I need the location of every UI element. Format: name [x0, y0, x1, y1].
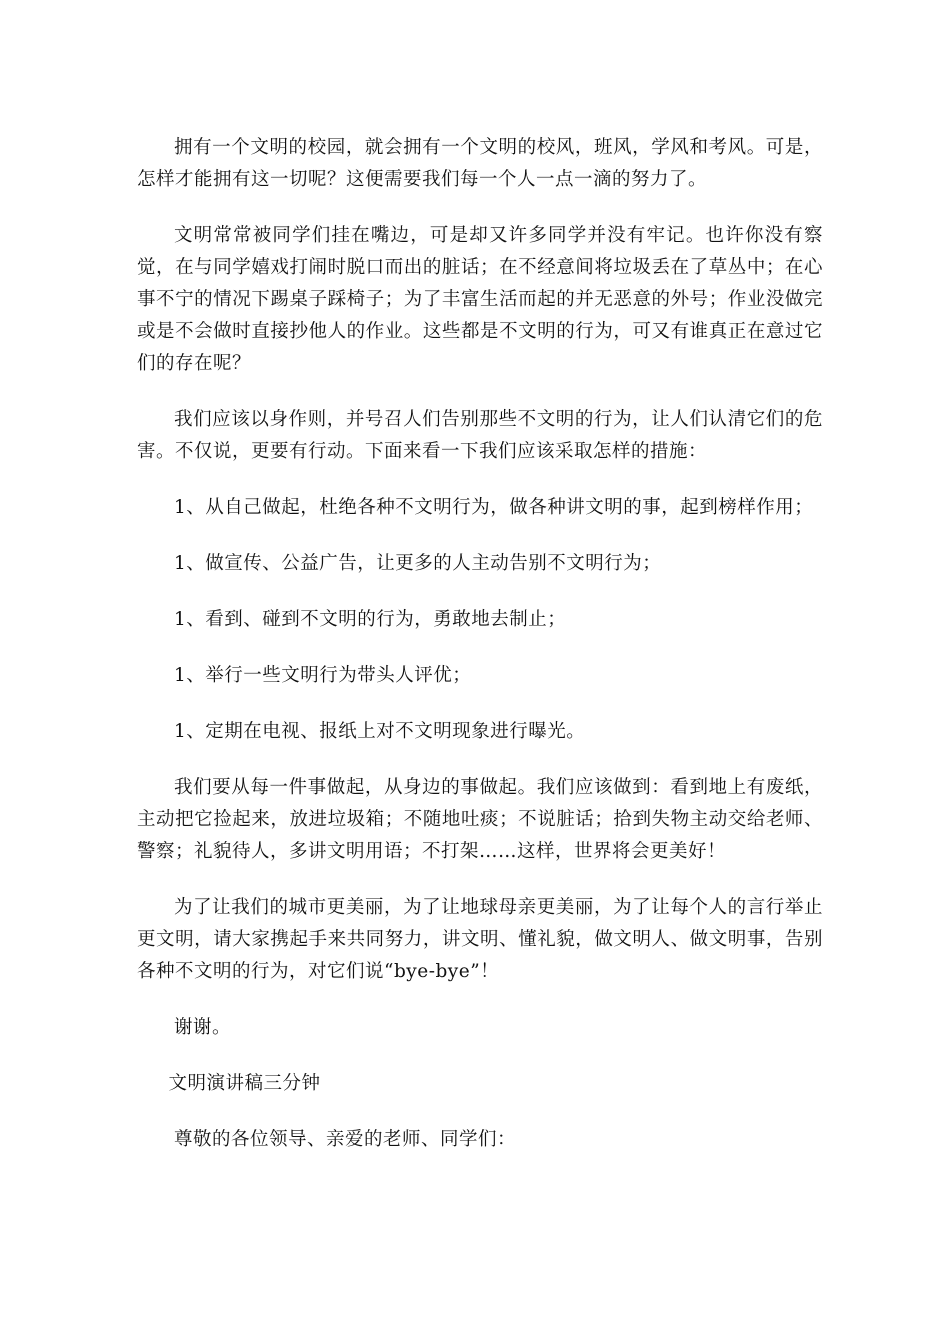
list-item-measure-5: 1、定期在电视、报纸上对不文明现象进行曝光。 — [174, 721, 586, 742]
paragraph-salutation: 尊敬的各位领导、亲爱的老师、同学们： — [174, 1129, 517, 1150]
document-body — [137, 132, 823, 1180]
section-heading: 文明演讲稿三分钟 — [168, 1073, 321, 1094]
list-item-measure-2: 1、做宣传、公益广告，让更多的人主动告别不文明行为； — [174, 553, 662, 574]
list-item-measure-4: 1、举行一些文明行为带头人评优； — [174, 665, 472, 686]
paragraph-measures-intro: 我们应该以身作则，并号召人们告别那些不文明的行为，让人们认清它们的危害。不仅说，更要有行动。下面来看一下我们应该采取怎样的措施： — [137, 409, 823, 462]
paragraph-thanks: 谢谢。 — [174, 1017, 232, 1038]
list-item-measure-1: 1、从自己做起，杜绝各种不文明行为，做各种讲文明的事，起到榜样作用； — [174, 497, 814, 518]
paragraph-start-from-small: 我们要从每一件事做起，从身边的事做起。我们应该做到：看到地上有废纸，主动把它捡起来，放进垃圾箱；不随地吐痰；不说脏话；拾到失物主动交给老师、警察；礼貌待人，多讲文明用语；不打架……这样，世界将会更美好！ — [137, 777, 823, 862]
paragraph-call-to-action: 为了让我们的城市更美丽，为了让地球母亲更美丽，为了让每个人的言行举止更文明，请大家携起手来共同努力，讲文明、懂礼貌，做文明人、做文明事，告别各种不文明的行为，对它们说“bye-bye”！ — [137, 897, 823, 982]
list-item-measure-3: 1、看到、碰到不文明的行为，勇敢地去制止； — [174, 609, 567, 630]
paragraph-uncivil-behaviors: 文明常常被同学们挂在嘴边，可是却又许多同学并没有牢记。也许你没有察觉，在与同学嬉戏打闹时脱口而出的脏话；在不经意间将垃圾丢在了草丛中；在心事不宁的情况下踢桌子踩椅子；为了丰富生活而起的并无恶意的外号；作业没做完或是不会做时直接抄他人的作业。这些都是不文明的行为，可又有谁真正在意过它们的存在呢？ — [137, 225, 823, 374]
paragraph-intro: 拥有一个文明的校园，就会拥有一个文明的校风，班风，学风和考风。可是，怎样才能拥有这一切呢？这便需要我们每一个人一点一滴的努力了。 — [137, 137, 823, 190]
